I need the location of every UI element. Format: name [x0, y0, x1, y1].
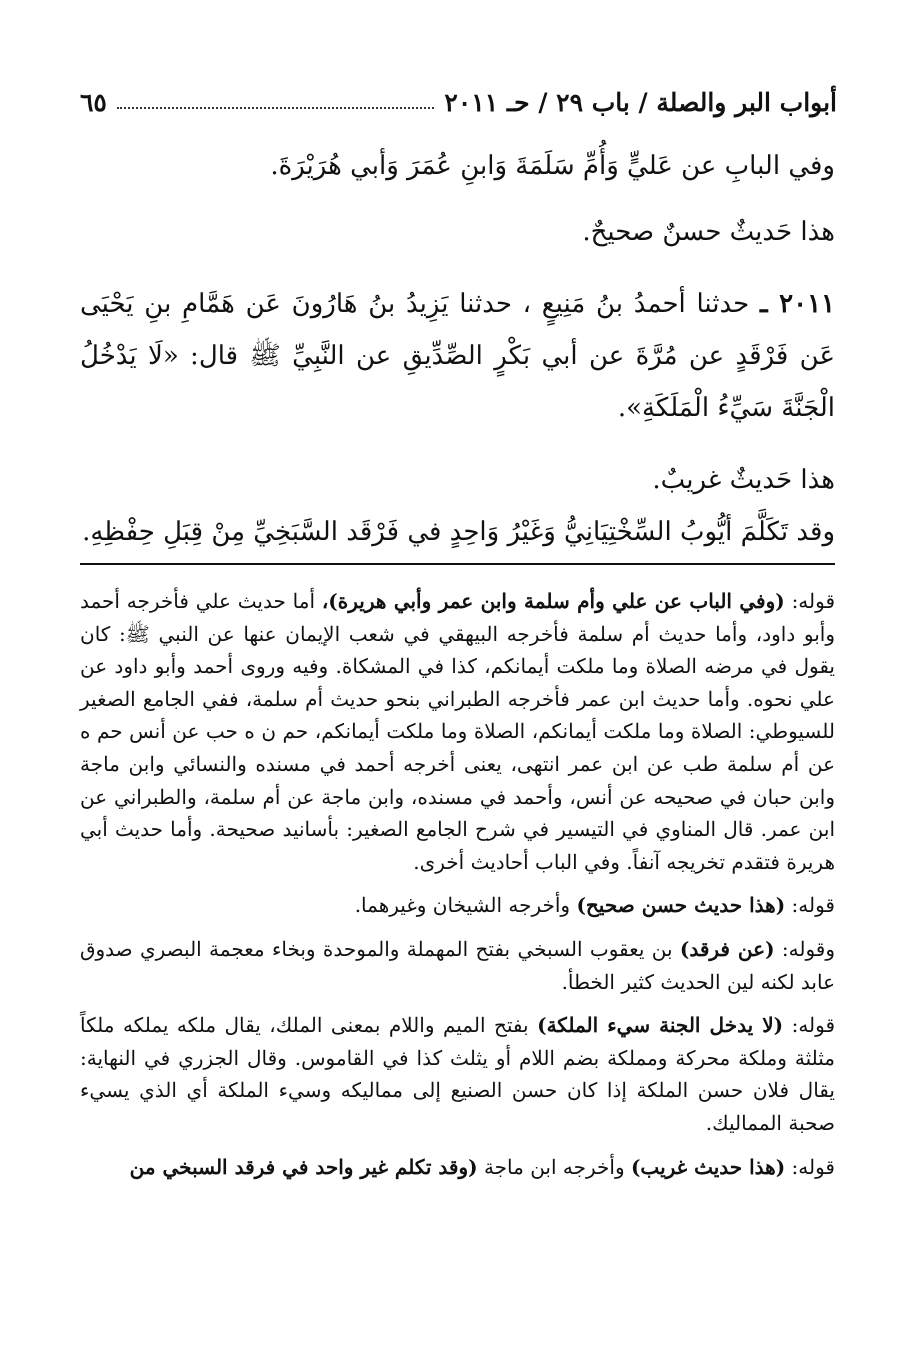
paragraph-chapter-note: وفي البابِ عن عَليٍّ وَأُمِّ سَلَمَةَ وَابنِ عُمَرَ وَأبي هُرَيْرَةَ. [270, 151, 835, 181]
page-number: ٦٥ [80, 87, 107, 117]
commentary-note-2: قوله: (هذا حديث حسن صحيح) وأخرجه الشيخان وغيرهما. [354, 893, 835, 918]
paragraph-hadith-2011 [80, 278, 835, 434]
header-title: أبواب البر والصلة / باب ٢٩ / حـ ٢٠١١ [444, 87, 837, 117]
commentary-note-3: وقوله: (عن فرقد) بن يعقوب السبخي بفتح المهملة والموحدة وبخاء معجمة البصري صدوق عابد لكنه لين الحديث كثير الخطأ. [80, 936, 836, 994]
commentary-note-5: قوله: (هذا حديث غريب) وأخرجه ابن ماجة (وقد تكلم غير واحد في فرقد السبخي من [129, 1154, 835, 1179]
paragraph-narrator-remark: وقد تَكَلَّمَ أيُّوبُ السِّخْتِيَانِيُّ وَغَيْرُ وَاحِدٍ في فَرْقَد السَّبَخِيِّ مِنْ قِبَلِ حِفْظِهِ. [82, 517, 835, 547]
hadith-text [80, 140, 835, 558]
paragraph-grading-1: هذا حَديثٌ حسنٌ صحيحٌ. [582, 217, 835, 247]
separator-rule [80, 563, 835, 565]
hadith-body: حدثنا أحمدُ بنُ مَنِيعٍ ، حدثنا يَزِيدُ بنُ هَارُونَ عَن هَمَّامِ بنِ يَحْيَى عَن فَرْقَدٍ عن مُرَّةَ عن أبي بَكْرٍ الصِّدِّيقِ عن النَّبِيِّ ﷺ قال: «لَا يَدْخُلُ الْجَنَّةَ سَيِّءُ الْمَلَكَةِ». [80, 289, 835, 423]
header-dot-leader [117, 107, 435, 109]
running-header [80, 82, 837, 122]
commentary [80, 585, 835, 1183]
commentary-note-4: قوله: (لا يدخل الجنة سيء الملكة) بفتح الميم واللام بمعنى الملك، يقال ملكه يملكه ملكاً مثلثة وملكة محركة ومملكة بضم اللام أو يثلث كذا في القاموس. وقال الجزري في النهاية: يقال فلان حسن الملكة إذا كان حسن الصنيع إلى مماليكه وسيء الملكة أي الذي يسيء صحبة المماليك. [80, 1013, 836, 1135]
hadith-number: ٢٠١١ ـ [760, 289, 836, 319]
commentary-note-1: قوله: (وفي الباب عن علي وأم سلمة وابن عمر وأبي هريرة)، أما حديث علي فأخرجه أحمد وأبو داود، وأما حديث أم سلمة فأخرجه البيهقي في شعب الإيمان عنها عن النبي ﷺ: كان يقول في مرضه الصلاة وما ملكت أيمانكم، كذا في المشكاة. وفيه وروى أحمد وأبو داود عن علي نحوه. وأما حديث ابن عمر فأخرجه الطبراني بنحو حديث أم سلمة، ففي الجامع الصغير للسيوطي: الصلاة وما ملكت أيمانكم، الصلاة وما ملكت أيمانكم، حم ن ه حب عن أنس حم ه عن أم سلمة طب عن ابن عمر انتهى، يعنى أخرجه أحمد في مسنده والنسائي وابن ماجة وابن حبان في صحيحه عن أنس، وأحمد في مسنده، وابن ماجة عن أم سلمة، والطبراني عن ابن عمر. قال المناوي في التيسير في شرح الجامع الصغير: بأسانيد صحيحة. وأما حديث أبي هريرة فتقدم تخريجه آنفاً. وفي الباب أحاديث أخرى. [80, 589, 836, 874]
paragraph-grading-2: هذا حَديثٌ غريبٌ. [652, 465, 835, 495]
